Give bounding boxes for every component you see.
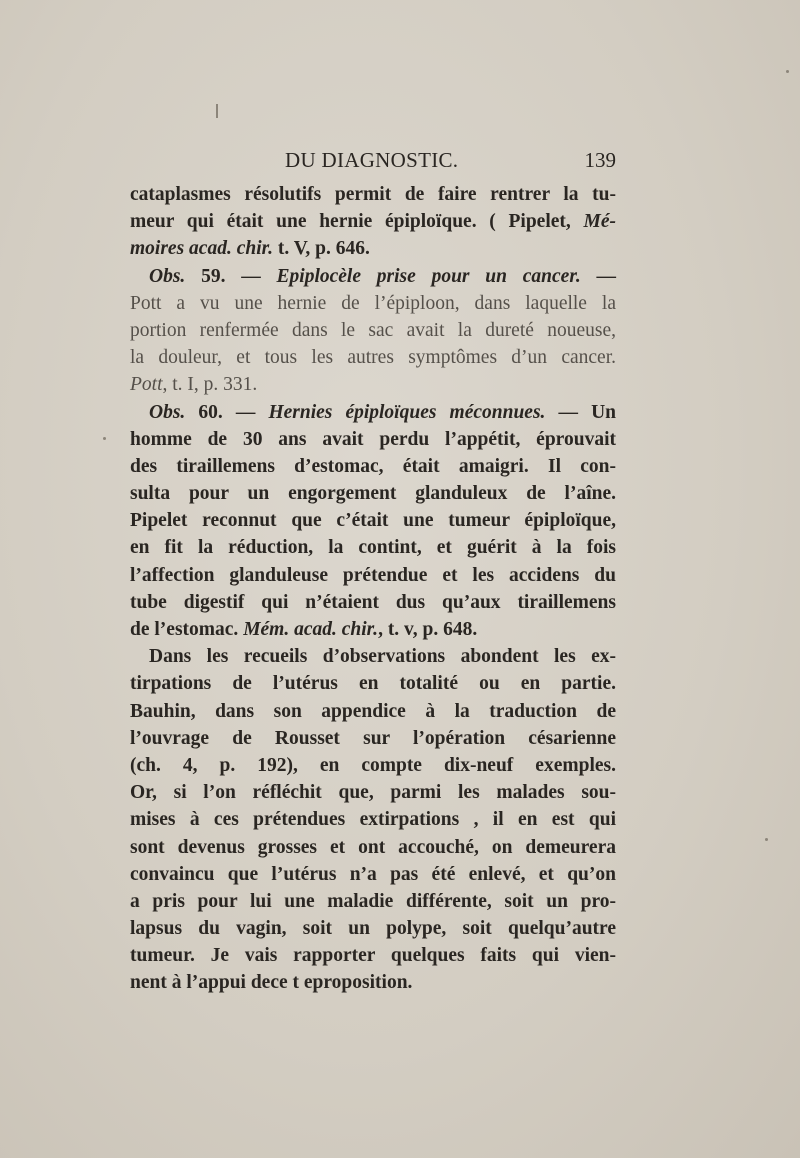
italic-text: Mém. acad. chir.: [243, 619, 379, 640]
text-segment: Pipelet reconnut que c’était une tumeur épiploïque,: [130, 510, 616, 532]
text-segment: lapsus du vagin, soit un polype, soit quelqu’autre: [130, 918, 616, 940]
italic-text: moires acad. chir.: [130, 238, 274, 260]
text-line: [130, 589, 616, 616]
italic-text: Hernies épiploïques méconnues.: [268, 401, 546, 423]
text-line: [130, 698, 616, 725]
text-segment: en fit la réduction, la contint, et guérit à la fois: [130, 537, 616, 559]
text-segment: a pris pour lui une maladie différente, soit un pro-: [130, 890, 616, 912]
text-segment: — Un: [545, 401, 617, 423]
text-segment: (ch. 4, p. 192), en compte dix-neuf exemples.: [130, 754, 616, 776]
text-segment: t. V, p. 646.: [273, 238, 370, 260]
text-line: [130, 969, 616, 996]
text-segment: tube digestif qui n’étaient dus qu’aux tiraillemens: [130, 591, 616, 613]
text-segment: Or, si l’on réfléchit que, parmi les malades sou-: [130, 782, 616, 804]
text-segment: l’affection glanduleuse prétendue et les accidens du: [130, 564, 616, 586]
text-segment: nent à l’appui dece t eproposition.: [130, 972, 413, 994]
text-segment: Bauhin, dans son appendice à la traduction de: [130, 700, 616, 722]
print-mark: [103, 437, 106, 440]
running-head: DU DIAGNOSTIC.: [285, 148, 459, 172]
italic-text: Mé-: [583, 211, 616, 233]
text-line: [130, 453, 616, 480]
text-line: [130, 861, 616, 888]
text-segment: homme de 30 ans avait perdu l’appétit, éprouvait: [130, 428, 616, 450]
print-mark: [786, 70, 789, 73]
text-line: [130, 208, 616, 235]
text-line: [130, 915, 616, 942]
text-line: [130, 480, 616, 507]
text-line: [130, 616, 616, 643]
text-line: [130, 399, 616, 426]
text-line: [130, 534, 616, 561]
text-line: [130, 725, 616, 752]
text-segment: , t. v, p. 648.: [378, 619, 478, 640]
print-mark: [216, 104, 218, 118]
text-segment: de l’estomac.: [130, 619, 244, 640]
body-text: [130, 181, 616, 997]
text-line: [130, 670, 616, 697]
text-line: [130, 834, 616, 861]
text-segment: tumeur. Je vais rapporter quelques faits qui vien-: [130, 945, 616, 967]
text-line: [130, 806, 616, 833]
text-segment: 59. —: [185, 265, 277, 287]
italic-text: Obs.: [149, 265, 186, 287]
text-line: [130, 371, 616, 398]
text-segment: portion renfermée dans le sac avait la dureté noueuse,: [130, 319, 616, 341]
text-segment: , t. I, p. 331.: [162, 374, 258, 396]
text-line: [130, 426, 616, 453]
text-segment: sont devenus grosses et ont accouché, on demeurera: [130, 836, 616, 858]
italic-text: Epiplocèle prise pour un cancer.: [276, 265, 581, 287]
page-number: 139: [584, 148, 616, 172]
text-segment: —: [580, 265, 617, 287]
text-line: [130, 942, 616, 969]
text-segment: la douleur, et tous les autres symptômes d’un cancer.: [130, 347, 616, 369]
text-segment: tirpations de l’utérus en totalité ou en partie.: [130, 673, 616, 695]
text-line: [130, 181, 616, 208]
text-line: [130, 888, 616, 915]
italic-text: Obs.: [149, 401, 186, 423]
text-line: [130, 290, 616, 317]
text-segment: sulta pour un engorgement glanduleux de l’aîne.: [130, 483, 616, 505]
italic-text: Pott: [130, 374, 163, 396]
text-segment: mises à ces prétendues extirpations , il en est qui: [130, 809, 616, 831]
text-line: [130, 235, 616, 262]
text-segment: des tiraillemens d’estomac, était amaigri. Il con-: [130, 455, 616, 477]
text-line: [130, 562, 616, 589]
text-segment: Pott a vu une hernie de l’épiploon, dans laquelle la: [130, 292, 616, 314]
text-line: [130, 317, 616, 344]
text-line: [130, 507, 616, 534]
text-segment: Dans les recueils d’observations abondent les ex-: [149, 646, 616, 668]
text-line: [130, 263, 616, 290]
text-line: [130, 752, 616, 779]
text-segment: cataplasmes résolutifs permit de faire rentrer la tu-: [130, 184, 616, 205]
text-line: [130, 344, 616, 371]
text-segment: convaincu que l’utérus n’a pas été enlevé, et qu’on: [130, 863, 616, 885]
text-segment: 60. —: [185, 401, 269, 423]
text-segment: meur qui était une hernie épiploïque. ( Pipelet,: [130, 211, 584, 233]
text-segment: l’ouvrage de Rousset sur l’opération césarienne: [130, 727, 616, 749]
page-header: [130, 146, 616, 176]
print-mark: [765, 838, 768, 841]
text-line: [130, 643, 616, 670]
text-line: [130, 779, 616, 806]
